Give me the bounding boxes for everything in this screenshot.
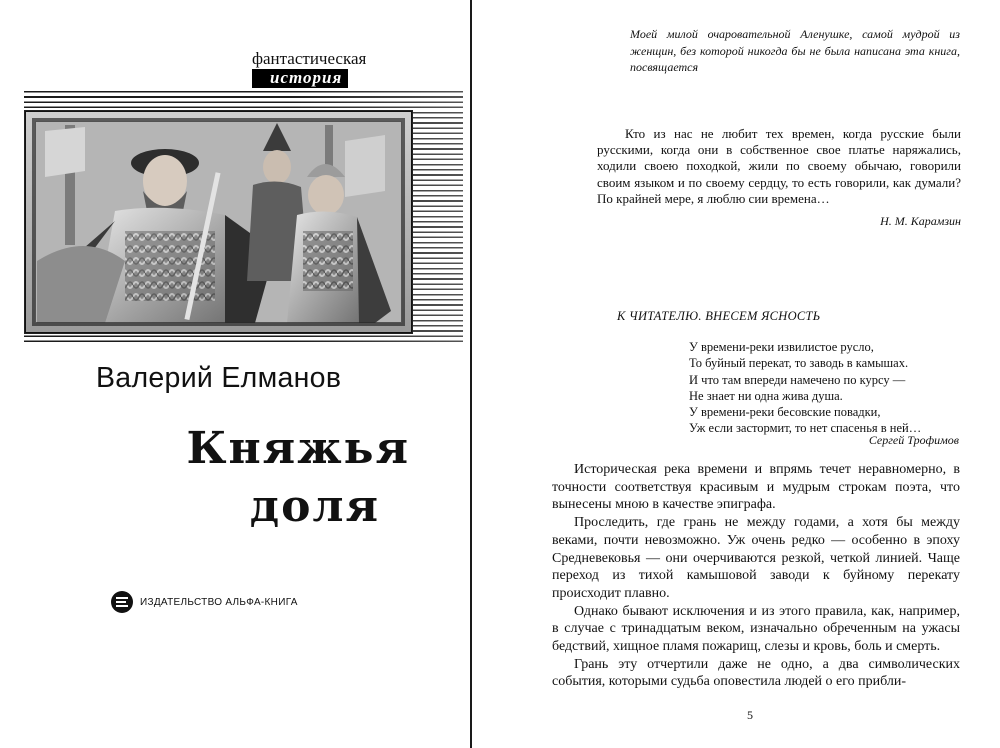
series-label <box>252 50 392 88</box>
poem-line: И что там впереди намечено по курсу — <box>689 372 906 387</box>
left-page <box>0 0 472 748</box>
body-text <box>552 461 960 691</box>
publisher-name: ИЗДАТЕЛЬСТВО АЛЬФА-КНИГА <box>140 596 298 608</box>
alfa-kniga-logo-icon <box>110 590 134 614</box>
poem-line: Не знает ни одна жива душа. <box>689 388 843 403</box>
body-paragraph: Историческая река времени и впрямь течет неравномерно, в точности соответствуя красивым и мудрым строкам поэта, что вынесены мною в качестве эпиграфа. <box>552 462 960 513</box>
poem-author: Сергей Трофимов <box>868 433 959 447</box>
poem <box>689 339 959 437</box>
body-paragraph: Грань эту отчертили даже не одно, а два символических события, которыми судьба оповестила людей о его прибли- <box>552 656 960 690</box>
illustration-art <box>25 111 412 333</box>
poem-line: Уж если застормит, то нет спасенья в ней… <box>689 421 922 436</box>
epigraph-text: Кто из нас не любит тех времен, когда русские были русскими, когда они в собственное свое платье наряжались, ходили своею походкой, жили по своему обычаю, говорили своим языком и по своему сердцу, то есть говорили, как думали? По крайней мере, я люблю сии времена… <box>597 126 961 206</box>
dedication: Моей милой очаровательной Аленушке, самой мудрой из женщин, без которой никогда бы не была написана эта книга, посвящается <box>630 27 960 74</box>
series-line1: фантастическая <box>252 49 367 68</box>
poem-line: У времени-реки извилистое русло, <box>689 340 874 354</box>
book-title <box>150 420 410 536</box>
poem-line: У времени-реки бесовские повадки, <box>689 405 881 420</box>
author-name: Валерий Елманов <box>96 362 342 394</box>
cover-illustration <box>24 110 413 334</box>
series-line2: история <box>252 69 348 88</box>
body-paragraph: Проследить, где грань не между годами, а хотя бы между веками, почти невозможно. Уж очень редко — особенно в эпоху Средневековья — они очерчиваются резкой, четкой линией. Чаще переход из тихой камышовой заводи к буйному перекату происходит плавно. <box>552 515 960 601</box>
section-heading: К ЧИТАТЕЛЮ. ВНЕСЕМ ЯСНОСТЬ <box>617 309 821 323</box>
title-line2: доля <box>249 481 380 532</box>
poem-line: То буйный перекат, то заводь в камышах. <box>689 356 909 371</box>
body-paragraph: Однако бывают исключения и из этого правила, как, например, в случае с тринадцатым веком, изначально обреченным на ужасы бедствий, хищное пламя пожарищ, слезы и кровь, боль и смерть. <box>552 603 960 655</box>
publisher-imprint <box>110 590 298 614</box>
epigraph-author: Н. М. Карамзин <box>880 214 961 228</box>
title-line1: Княжья <box>186 423 410 474</box>
page-number: 5 <box>747 708 753 722</box>
right-page <box>472 0 1000 748</box>
